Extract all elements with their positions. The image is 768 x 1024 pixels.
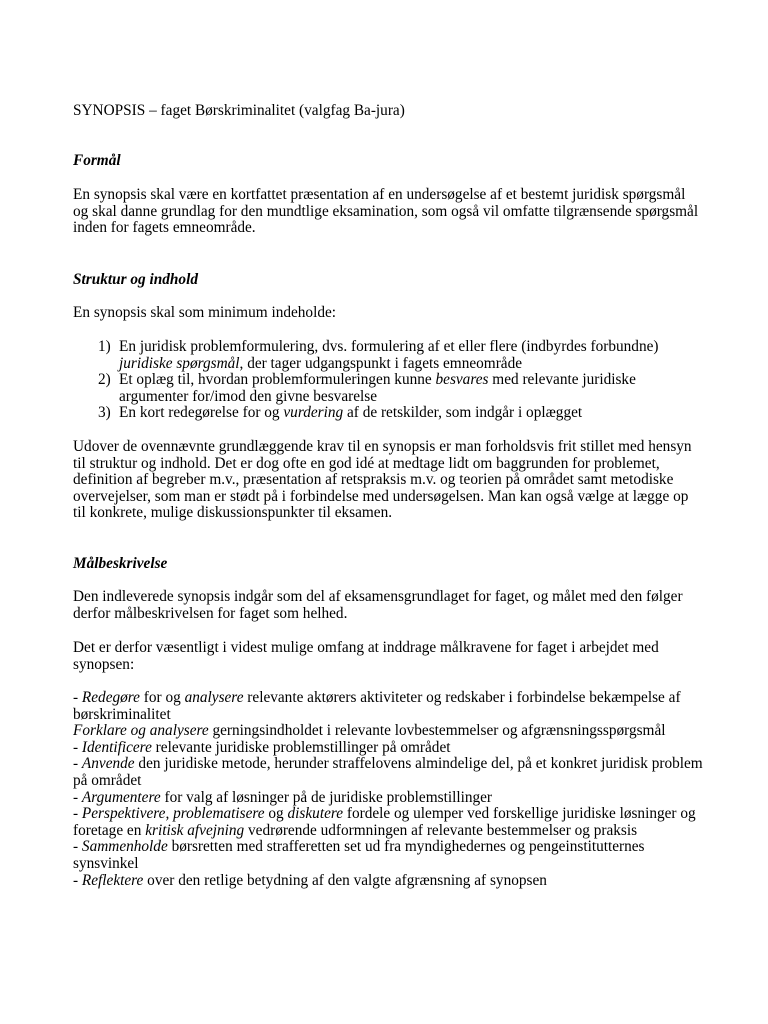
- paragraph-struktur-intro: En synopsis skal som minimum indeholde:: [73, 304, 337, 321]
- goal-verb: Identificere: [81, 738, 152, 756]
- list-text: , der tager udgangspunkt i fagets emneområde: [239, 354, 523, 372]
- requirements-list: [73, 339, 693, 422]
- list-item: [73, 339, 693, 372]
- list-text: Et oplæg til, hvordan problemformuleringen kunne: [119, 371, 436, 389]
- heading-formaal: Formål: [73, 152, 121, 169]
- list-text: med relevante juridiske argumenter for/imod den givne besvarelse: [119, 371, 636, 405]
- goal-verb: kritisk afvejning: [145, 821, 245, 839]
- goal-verb: Reflektere: [81, 871, 144, 889]
- list-text-emphasis: juridiske spørgsmål: [119, 354, 240, 372]
- goal-dash: -: [73, 738, 82, 756]
- goal-verb: diskutere: [287, 805, 344, 823]
- paragraph-struktur-closing: Udover de ovennævnte grundlæggende krav til en synopsis er man forholdsvis frit stillet med hensyn til struktur og indhold. Det er dog ofte en god idé at medtage lidt om baggrunden for problemet, definition af begreber m.v., præsentation af retspraksis m.v. og teorien på området samt metodiske overvejelser, som man er stødt på i forbindelse med undersøgelsen. Man kan også vælge at lægge op til konkrete, mulige diskussionspunkter til eksamen.: [73, 438, 692, 522]
- goal-item: [73, 740, 703, 757]
- paragraph-maal-1: Den indleverede synopsis indgår som del af eksamensgrundlaget for faget, og målet med den følger derfor målbeskrivelsen for faget som helhed.: [73, 588, 683, 622]
- goal-item: [73, 723, 703, 740]
- list-number: 3): [98, 404, 111, 422]
- goal-verb: Anvende: [81, 755, 135, 773]
- goal-item: [73, 690, 703, 723]
- goal-text: gerningsindholdet i relevante lovbestemmelser og afgrænsningsspørgsmål: [208, 722, 666, 740]
- goal-item: [73, 839, 703, 872]
- goal-text: og: [264, 805, 288, 823]
- goals-list: [73, 690, 703, 889]
- list-text: En juridisk problemformulering, dvs. formulering af et eller flere (indbyrdes forbundne): [119, 338, 659, 355]
- paragraph-formaal: En synopsis skal være en kortfattet præsentation af en undersøgelse af et bestemt juridisk spørgsmål og skal danne grundlag for den mundtlige eksamination, som også vil omfatte tilgrænsende spørgsmål inden for fagets emneområde.: [73, 186, 699, 237]
- goal-dash: -: [73, 805, 82, 823]
- list-text: En kort redegørelse for og: [119, 404, 284, 422]
- goal-dash: -: [73, 838, 82, 856]
- heading-struktur: Struktur og indhold: [73, 271, 198, 288]
- goal-item: [73, 806, 703, 839]
- goal-text: vedrørende udformningen af relevante bestemmelser og praksis: [244, 821, 638, 839]
- goal-verb: Forklare og analysere: [73, 722, 209, 740]
- goal-text: for og: [139, 689, 185, 706]
- goal-verb: Perspektivere, problematisere: [81, 805, 265, 823]
- goal-item: [73, 873, 703, 890]
- goal-dash: -: [73, 689, 82, 706]
- list-number: 1): [98, 338, 111, 355]
- goal-text: fordele og ulemper ved forskellige juridiske løsninger og foretage en: [73, 805, 696, 839]
- list-number: 2): [98, 371, 111, 389]
- goal-verb: Argumentere: [81, 788, 161, 806]
- list-text-emphasis: besvares: [435, 371, 489, 389]
- goal-text: relevante aktørers aktiviteter og redskaber i forbindelse bekæmpelse af børskriminalitet: [73, 689, 681, 723]
- list-item: [73, 372, 693, 405]
- goal-dash: -: [73, 871, 82, 889]
- goal-text: relevante juridiske problemstillinger på området: [151, 738, 451, 756]
- goal-text: over den retlige betydning af den valgte afgrænsning af synopsen: [143, 871, 547, 889]
- paragraph-maal-2: Det er derfor væsentligt i videst mulige omfang at inddrage målkravene for faget i arbejdet med synopsen:: [73, 639, 659, 673]
- goal-verb: Redegøre: [81, 689, 140, 706]
- goal-verb: analysere: [184, 689, 244, 706]
- goal-verb: Sammenholde: [81, 838, 168, 856]
- goal-dash: -: [73, 755, 82, 773]
- heading-maal: Målbeskrivelse: [73, 555, 168, 572]
- list-item: [73, 405, 693, 422]
- goal-item: [73, 756, 703, 789]
- goal-text: for valg af løsninger på de juridiske problemstillinger: [160, 788, 493, 806]
- goal-item: [73, 790, 703, 807]
- goal-dash: -: [73, 788, 82, 806]
- list-text-emphasis: vurdering: [283, 404, 344, 422]
- document-title: SYNOPSIS – faget Børskriminalitet (valgfag Ba-jura): [73, 102, 405, 119]
- list-text: af de retskilder, som indgår i oplægget: [343, 404, 583, 422]
- goal-text: børsretten med strafferetten set ud fra myndighedernes og pengeinstitutternes synsvinkel: [73, 838, 645, 872]
- goal-text: den juridiske metode, herunder straffelovens almindelige del, på et konkret juridisk problem på området: [73, 755, 703, 789]
